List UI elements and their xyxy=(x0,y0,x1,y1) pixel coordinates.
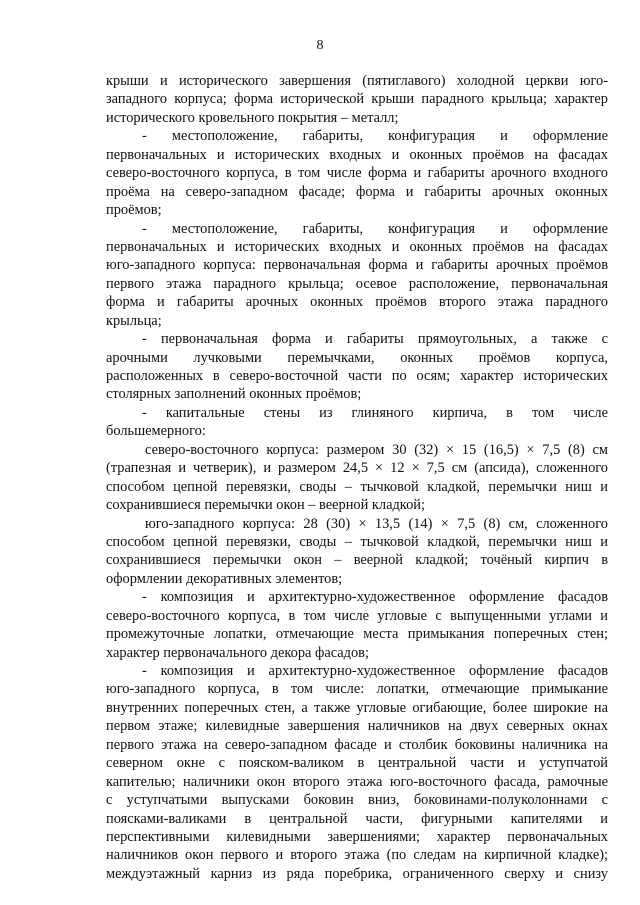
text-line: характер первоначального декора фасадов; xyxy=(106,644,369,661)
page-number: 8 xyxy=(316,38,324,53)
text-line: первоначальных и исторических входных и оконных проёмов на фасадах xyxy=(106,146,608,163)
text-line: юго-западного корпуса, в том числе: лопатки, отмечающие примыкание xyxy=(106,681,608,698)
text-line: капителью; наличники окон второго этажа юго-восточного фасада, рамочные xyxy=(106,773,608,790)
text-line: первого этажа парадного крыльца; осевое расположение, первоначальная xyxy=(106,275,608,292)
text-line: первого этажа на северо-западном фасаде и столбик боковины наличника на xyxy=(106,736,608,753)
text-line: поясками-валиками в центральной части, фигурными капителями и xyxy=(106,810,608,827)
text-line: промежуточные лопатки, отмечающие места примыкания поперечных стен; xyxy=(106,626,608,643)
text-line: - местоположение, габариты, конфигурация и оформление xyxy=(142,128,608,145)
text-line: крыльца; xyxy=(106,312,162,329)
text-line: столярных заполнений оконных проёмов; xyxy=(106,386,362,403)
text-line: - первоначальная форма и габариты прямоугольных, а также с xyxy=(142,331,608,348)
text-line: сохранившиеся перемычки окон – веерной кладкой; точёный кирпич в xyxy=(106,552,608,569)
text-line: форма и габариты арочных оконных проёмов второго этажа парадного xyxy=(106,294,608,311)
text-line: с уступчатыми выпусками боковин вниз, боковинами-полуколоннами с xyxy=(106,792,608,809)
text-line: способом цепной перевязки, своды – тычковой кладкой, перемычки ниш и xyxy=(106,478,608,495)
text-line: проёмов; xyxy=(106,202,162,219)
text-line: большемерного: xyxy=(106,423,206,440)
text-line: арочными лучковыми перемычками, оконных проёмов корпуса, xyxy=(106,349,608,366)
text-line: междуэтажный карниз из ряда поребрика, ограниченного сверху и снизу xyxy=(106,865,608,882)
text-line: северном окне с пояском-валиком в центральной части и уступчатой xyxy=(106,755,608,772)
document-body xyxy=(106,72,608,883)
text-line: - местоположение, габариты, конфигурация и оформление xyxy=(142,220,608,237)
text-line: сохранившиеся перемычки окон – веерной кладкой; xyxy=(106,497,425,514)
text-line: юго-западного корпуса: 28 (30) × 13,5 (14) × 7,5 (8) см, сложенного xyxy=(145,515,608,532)
text-line: проёма на северо-западном фасаде; форма и габариты арочных оконных xyxy=(106,183,608,200)
text-line: - композиция и архитектурно-художественное оформление фасадов xyxy=(142,663,608,679)
text-line: западного корпуса; форма исторической крыши парадного крыльца; характер xyxy=(106,91,608,108)
text-line: наличников окон первого и второго этажа (по следам на кирпичной кладке); xyxy=(106,847,608,864)
text-line: северо-восточного корпуса, в том числе форма и габариты арочного входного xyxy=(106,165,608,182)
text-line: расположенных в северо-восточной части по осям; характер исторических xyxy=(106,368,608,384)
text-line: - капитальные стены из глиняного кирпича, в том числе xyxy=(142,404,608,421)
text-line: юго-западного корпуса: первоначальная форма и габариты арочных проёмов xyxy=(106,257,608,274)
text-line: оформлении декоративных элементов; xyxy=(106,570,343,587)
text-line: перспективными килевидными завершениями; характер первоначальных xyxy=(106,828,608,845)
text-line: северо-восточного корпуса: размером 30 (32) × 15 (16,5) × 7,5 (8) см xyxy=(145,441,608,458)
text-line: крыши и исторического завершения (пятиглавого) холодной церкви юго- xyxy=(106,73,608,89)
text-line: - композиция и архитектурно-художественное оформление фасадов xyxy=(142,589,608,606)
text-line: исторического кровельного покрытия – металл; xyxy=(106,109,399,126)
text-line: первоначальных и исторических входных и оконных проёмов на фасадах xyxy=(106,238,608,255)
text-line: способом цепной перевязки, своды – тычковой кладкой, перемычки ниш и xyxy=(106,533,608,550)
text-line: (трапезная и четверик), и размером 24,5 × 12 × 7,5 см (апсида), сложенного xyxy=(106,460,608,477)
text-line: первом этаже; килевидные завершения наличников на двух северных окнах xyxy=(106,718,608,735)
text-line: внутренних поперечных стен, а также угловые огибающие, более широкие на xyxy=(106,699,608,716)
text-line: северо-восточного корпуса, в том числе угловые с выпущенными углами и xyxy=(106,607,608,624)
